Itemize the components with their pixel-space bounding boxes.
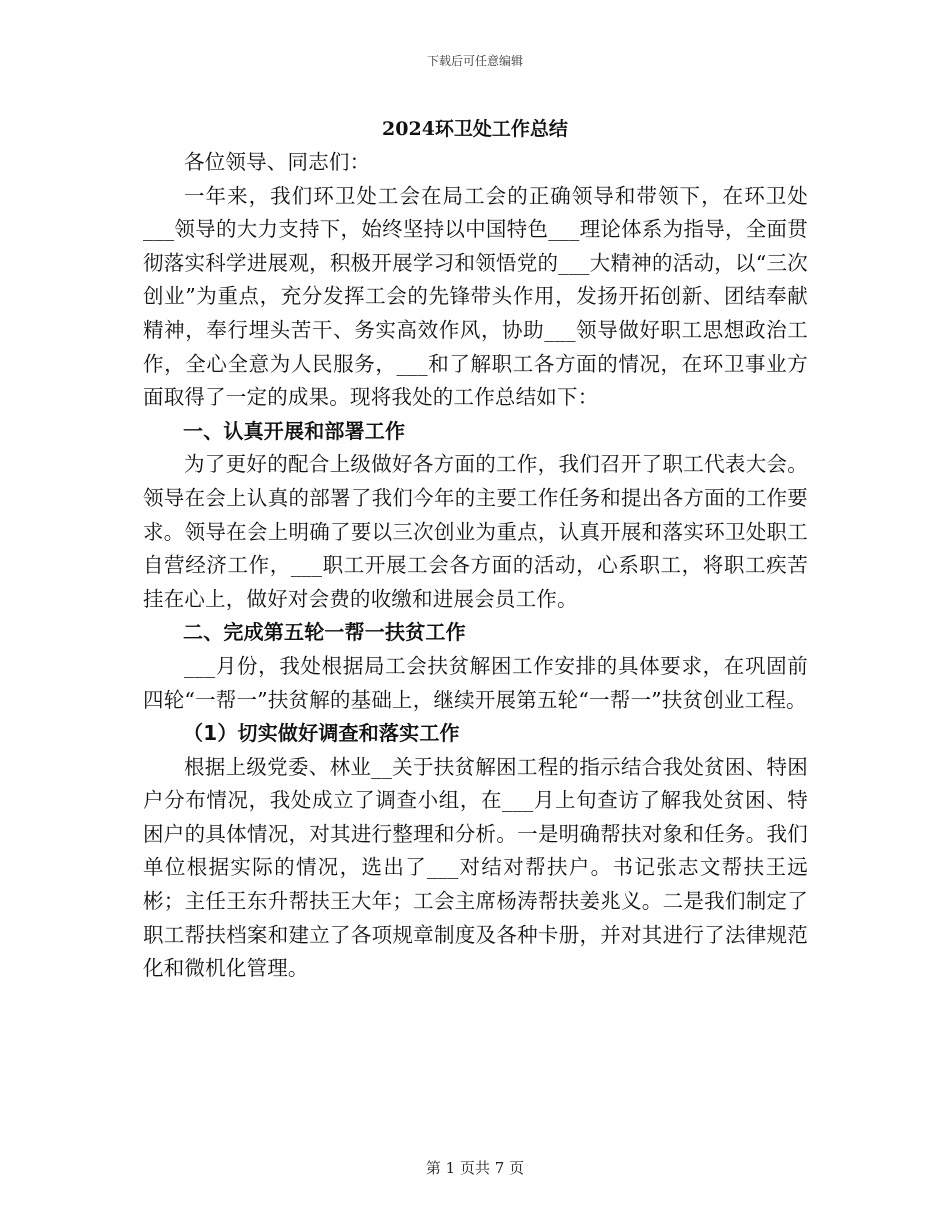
document-title: 2024环卫处工作总结 [382,118,568,140]
document-body [143,146,808,986]
section-1-paragraph: 为了更好的配合上级做好各方面的工作，我们召开了职工代表大会。领导在会上认真的部署了我们今年的主要工作任务和提出各方面的工作要求。领导在会上明确了要以三次创业为重点，认真开展和落实环卫处职工自营经济工作，___职工开展工会各方面的活动，心系职工，将职工疾苦挂在心上，做好对会费的收缴和进展会员工作。 [143,452,808,611]
subsection-1-paragraph: 根据上级党委、林业__关于扶贫解困工程的指示结合我处贫困、特困户分布情况，我处成立了调查小组，在___月上旬查访了解我处贫困、特困户的具体情况，对其进行整理和分析。一是明确帮扶对象和任务。我们单位根据实际的情况，选出了___对结对帮扶户。书记张志文帮扶王远彬；主任王东升帮扶王大年；工会主席杨涛帮扶姜兆义。二是我们制定了职工帮扶档案和建立了各项规章制度及各种卡册，并对其进行了法律规范化和微机化管理。 [143,754,808,981]
page-number-footer: 第 1 页共 7 页 [425,1159,525,1177]
greeting: 各位领导、同志们： [184,150,371,174]
section-2-heading: 二、完成第五轮一帮一扶贫工作 [183,620,466,645]
intro-paragraph: 一年来，我们环卫处工会在局工会的正确领导和带领下，在环卫处___领导的大力支持下，始终坚持以中国特色___理论体系为指导，全面贯彻落实科学进展观，积极开展学习和领悟党的___大精神的活动，以“三次创业”为重点，充分发挥工会的先锋带头作用，发扬开拓创新、团结奉献精神，奉行埋头苦干、务实高效作风，协助___领导做好职工思想政治工作，全心全意为人民服务，___和了解职工各方面的情况，在环卫事业方面取得了一定的成果。现将我处的工作总结如下： [143,183,808,410]
subsection-1-heading: （1）切实做好调查和落实工作 [183,721,460,746]
section-2-paragraph: ___月份，我处根据局工会扶贫解困工作安排的具体要求，在巩固前四轮“一帮一”扶贫解的基础上，继续开展第五轮“一帮一”扶贫创业工程。 [143,653,808,712]
section-1-heading: 一、认真开展和部署工作 [183,418,406,443]
header-note: 下载后可任意编辑 [426,54,523,68]
